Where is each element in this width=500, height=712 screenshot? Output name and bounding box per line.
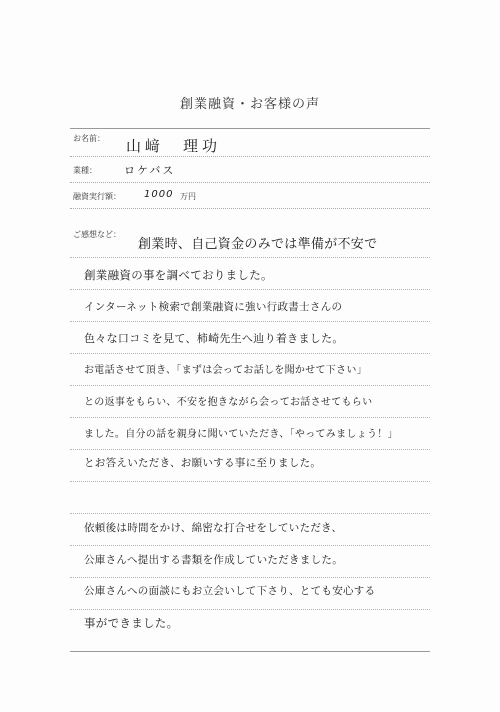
comment-line: 事ができました。 — [84, 616, 179, 630]
ruled-line — [70, 321, 430, 323]
ruled-line — [70, 449, 430, 451]
loan-unit: 万円 — [180, 192, 196, 201]
ruled-line — [70, 417, 430, 419]
industry-label: 業種： — [73, 166, 97, 175]
ruled-line — [70, 353, 430, 355]
comment-line: とお答えいただき、お願いする事に至りました。 — [84, 457, 322, 469]
name-row — [70, 129, 430, 157]
loan-value: 1000 — [144, 189, 174, 200]
ruled-line — [70, 385, 430, 387]
comment-label: ご感想など： — [73, 230, 121, 239]
comment-line: 色々な口コミを見て、柿崎先生へ辿り着きました。 — [84, 332, 344, 345]
ruled-line — [70, 257, 430, 259]
comment-line: お電話させて頂き、「まずは会ってお話しを聞かせて下さい」 — [84, 365, 367, 376]
testimonial-form — [70, 128, 430, 652]
ruled-line — [70, 609, 430, 611]
ruled-line — [70, 481, 430, 483]
comment-line: インターネット検索で創業融資に強い行政書士さんの — [84, 301, 343, 313]
comment-line: ました。自分の話を親身に聞いていただき、「やってみましょう！」 — [84, 429, 398, 440]
comment-line: 公庫さんへ提出する書類を作成していただきました。 — [84, 554, 343, 566]
comment-line: 依頼後は時間をかけ、綿密な打合せをしていただき、 — [84, 522, 343, 534]
ruled-line — [70, 545, 430, 547]
document-title: 創業融資・お客様の声 — [179, 97, 320, 112]
loan-label: 融資実行額： — [73, 192, 121, 201]
comment-line: 創業時、自己資金のみでは準備が不安で — [138, 237, 378, 252]
comment-line: との返事をもらい、不安を抱きながら会ってお話させてもらい — [84, 397, 373, 408]
comment-line: 公庫さんへの面談にもお立会いして下さり、とても安心する — [84, 585, 376, 597]
ruled-line — [70, 289, 430, 291]
ruled-line — [70, 513, 430, 515]
ruled-line — [70, 577, 430, 579]
comment-line: 創業融資の事を調べておりました。 — [84, 268, 273, 282]
loan-row — [70, 182, 430, 209]
industry-value: ロケバス — [124, 164, 176, 177]
name-value: 山﨑 理功 — [126, 137, 222, 155]
name-label: お名前： — [73, 134, 105, 143]
industry-row — [70, 156, 430, 183]
